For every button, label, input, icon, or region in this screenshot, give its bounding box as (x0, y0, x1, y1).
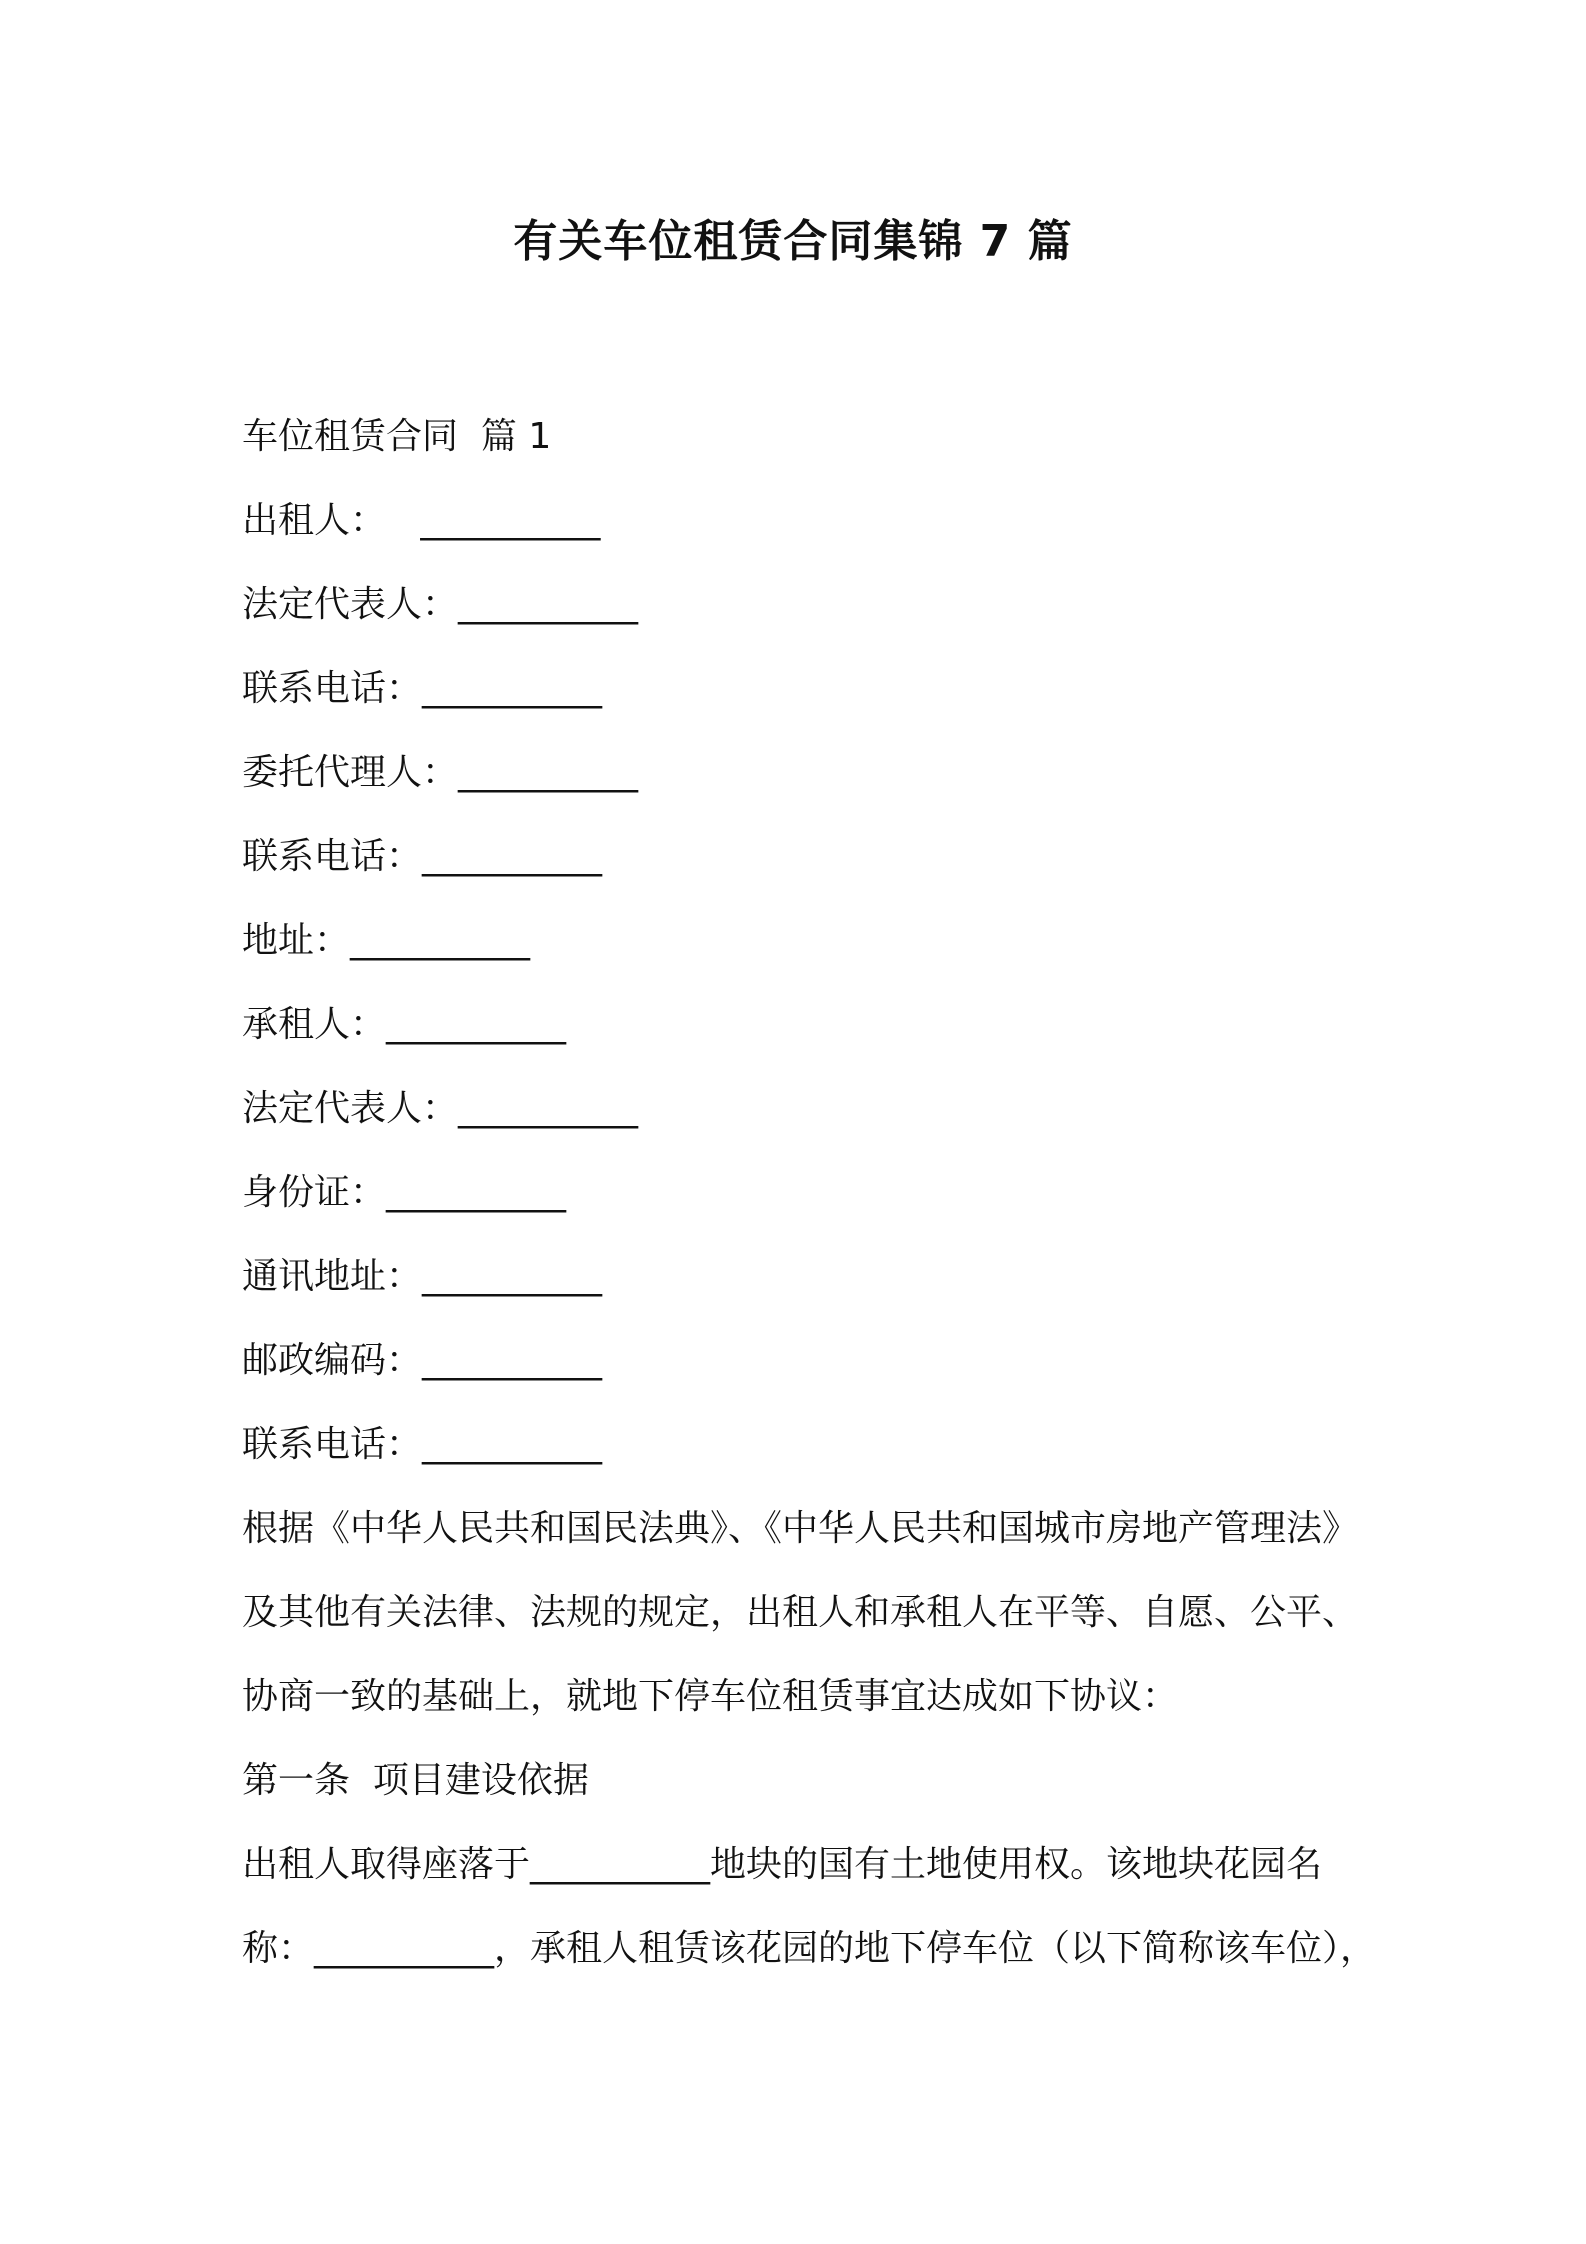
field-postal-code: 邮政编码：__________ (242, 1340, 603, 1381)
field-mailing-address: 通讯地址：__________ (242, 1256, 603, 1297)
field-lessee-phone: 联系电话：__________ (242, 1424, 603, 1465)
paragraph-line: 协商一致的基础上，就地下停车位租赁事宜达成如下协议： (242, 1676, 1179, 1717)
document-title: 有关车位租赁合同集锦 7 篇 (513, 216, 1073, 267)
section-heading: 车位租赁合同 篇 1 (242, 416, 552, 457)
article-heading: 第一条 项目建设依据 (242, 1760, 589, 1801)
field-lessor-agent: 委托代理人：__________ (242, 752, 639, 793)
paragraph-line: 根据《中华人民共和国民法典》、《中华人民共和国城市房地产管理法》 (242, 1508, 1359, 1549)
field-lessor-phone: 联系电话：__________ (242, 668, 603, 709)
paragraph-line: 称：__________，承租人租赁该花园的地下停车位（以下简称该车位）， (242, 1928, 1377, 1969)
field-id-card: 身份证：__________ (242, 1172, 567, 1213)
field-address: 地址：__________ (242, 920, 531, 961)
field-lessee: 承租人：__________ (242, 1004, 567, 1045)
paragraph-line: 及其他有关法律、法规的规定，出租人和承租人在平等、自愿、公平、 (242, 1592, 1359, 1633)
field-lessor-legal-rep: 法定代表人：__________ (242, 584, 639, 625)
paragraph-line: 出租人取得座落于__________地块的国有土地使用权。该地块花园名 (242, 1844, 1323, 1885)
field-lessee-legal-rep: 法定代表人：__________ (242, 1088, 639, 1129)
field-lessor: 出租人： __________ (242, 500, 601, 541)
field-agent-phone: 联系电话：__________ (242, 836, 603, 877)
